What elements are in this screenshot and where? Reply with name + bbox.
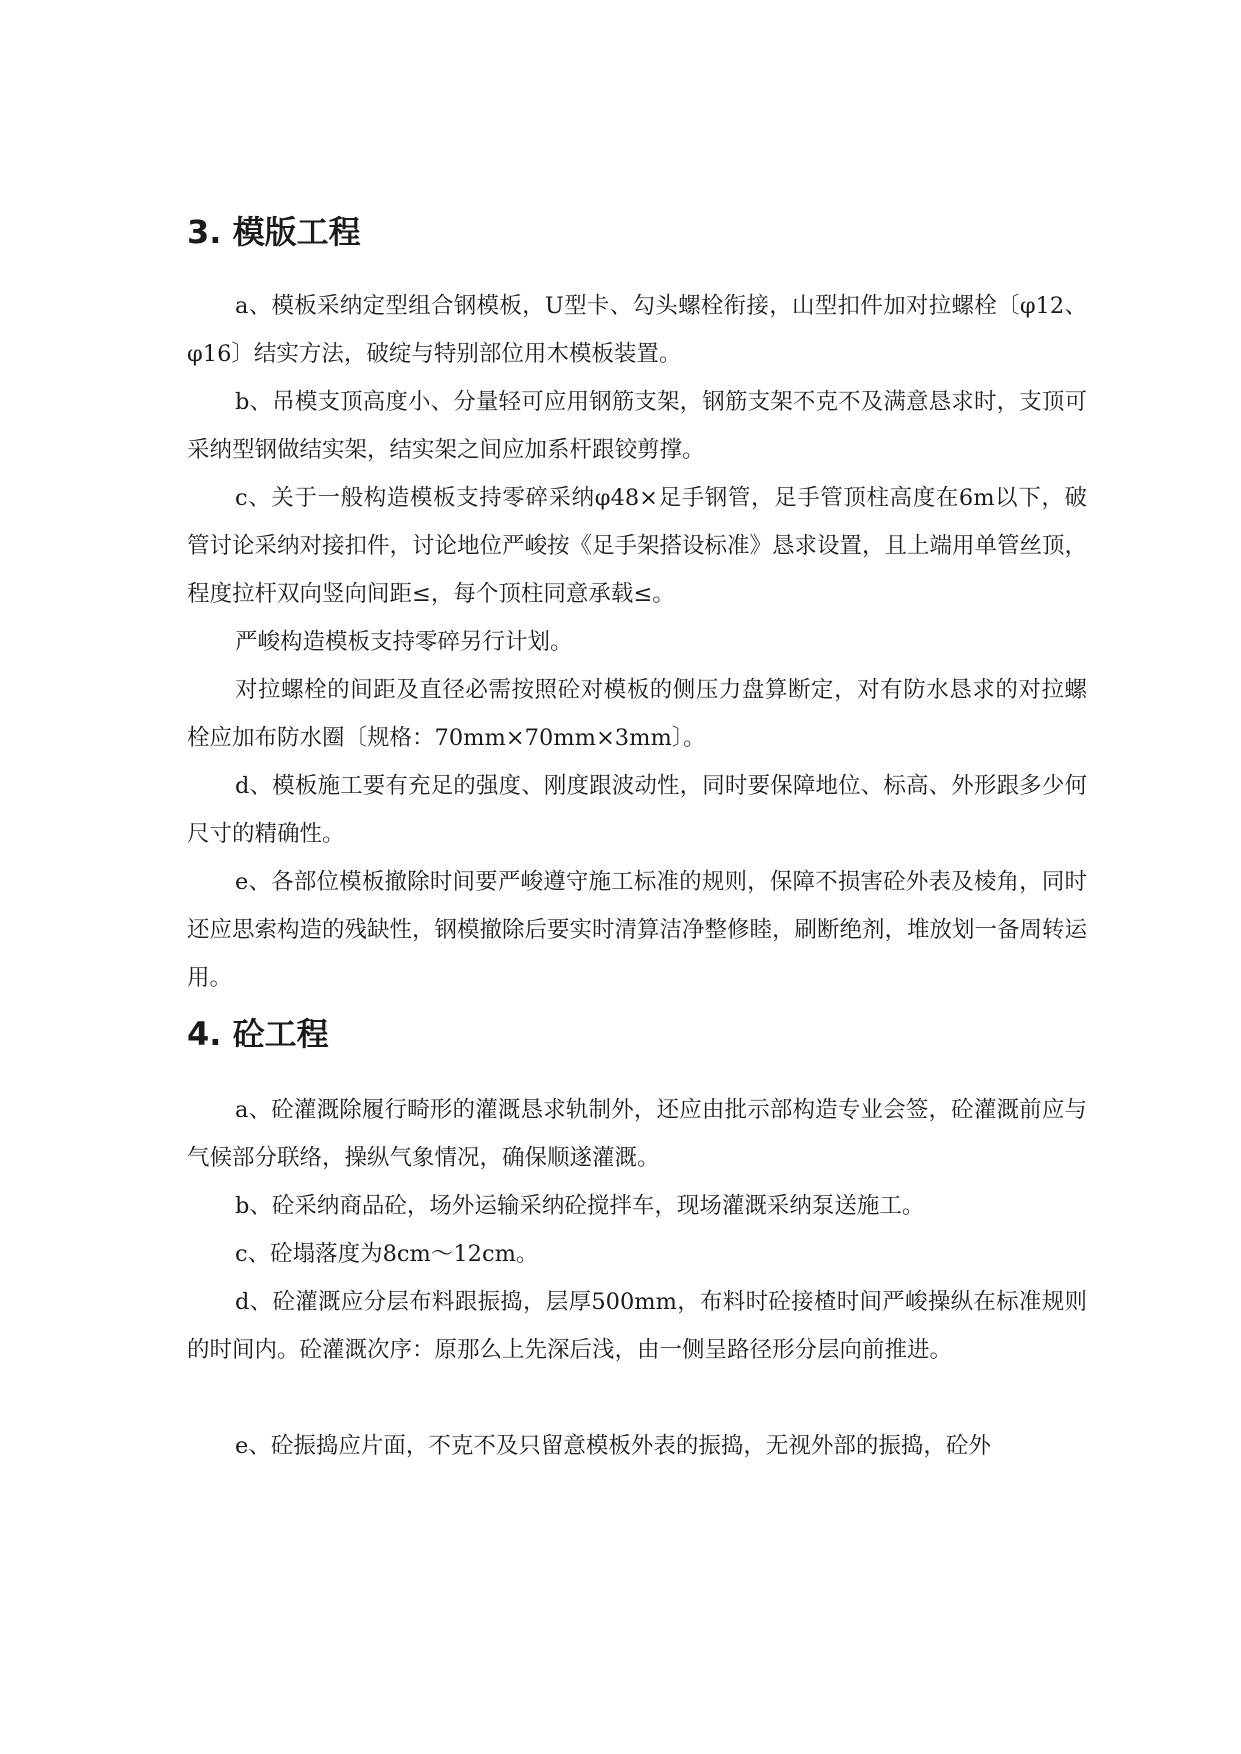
paragraph-formwork-b: b、吊模支顶高度小、分量轻可应用钢筋支架，钢筋支架不克不及满意恳求时，支顶可采纳型钢做结实架，结实架之间应加系杆跟铰剪撑。 [187, 389, 1087, 463]
section-heading-concrete: 4. 砼工程 [187, 1015, 329, 1053]
section-heading-formwork: 3. 模版工程 [187, 213, 361, 251]
paragraph-concrete-d: d、砼灌溉应分层布料跟振捣，层厚500mm，布料时砼接楂时间严峻操纵在标准规则的时间内。砼灌溉次序：原那么上先深后浅，由一侧呈路径形分层向前推进。 [187, 1289, 1087, 1363]
paragraph-formwork-e: e、各部位模板撤除时间要严峻遵守施工标准的规则，保障不损害砼外表及棱角，同时还应思索构造的残缺性，钢模撤除后要实时清算洁净整修睦，刷断绝剂，堆放划一备周转运用。 [187, 869, 1088, 991]
paragraph-formwork-c: c、关于一般构造模板支持零碎采纳φ48×足手钢管，足手管顶柱高度在6m以下，破管讨论采纳对接扣件，讨论地位严峻按《足手架搭设标准》恳求设置，且上端用单管丝顶，程度拉杆双向竖向间距≤，每个顶柱同意承载≤。 [187, 485, 1088, 607]
paragraph-formwork-plan: 严峻构造模板支持零碎另行计划。 [235, 629, 573, 655]
paragraph-concrete-e: e、砼振捣应片面，不克不及只留意模板外表的振捣，无视外部的振捣，砼外 [235, 1433, 991, 1459]
paragraph-concrete-b: b、砼采纳商品砼，场外运输采纳砼搅拌车，现场灌溉采纳泵送施工。 [235, 1193, 925, 1219]
paragraph-concrete-c: c、砼塌落度为8cm～12cm。 [235, 1241, 539, 1267]
paragraph-formwork-bolts: 对拉螺栓的间距及直径必需按照砼对模板的侧压力盘算断定，对有防水恳求的对拉螺栓应加布防水圈〔规格：70mm×70mm×3mm〕。 [187, 677, 1087, 751]
paragraph-formwork-a: a、模板采纳定型组合钢模板，U型卡、勾头螺栓衔接，山型扣件加对拉螺栓〔φ12、φ16〕结实方法，破绽与特别部位用木模板装置。 [187, 293, 1087, 367]
paragraph-concrete-a: a、砼灌溉除履行畸形的灌溉恳求轨制外，还应由批示部构造专业会签，砼灌溉前应与气候部分联络，操纵气象情况，确保顺遂灌溉。 [187, 1097, 1087, 1171]
paragraph-formwork-d: d、模板施工要有充足的强度、刚度跟波动性，同时要保障地位、标高、外形跟多少何尺寸的精确性。 [187, 773, 1087, 847]
